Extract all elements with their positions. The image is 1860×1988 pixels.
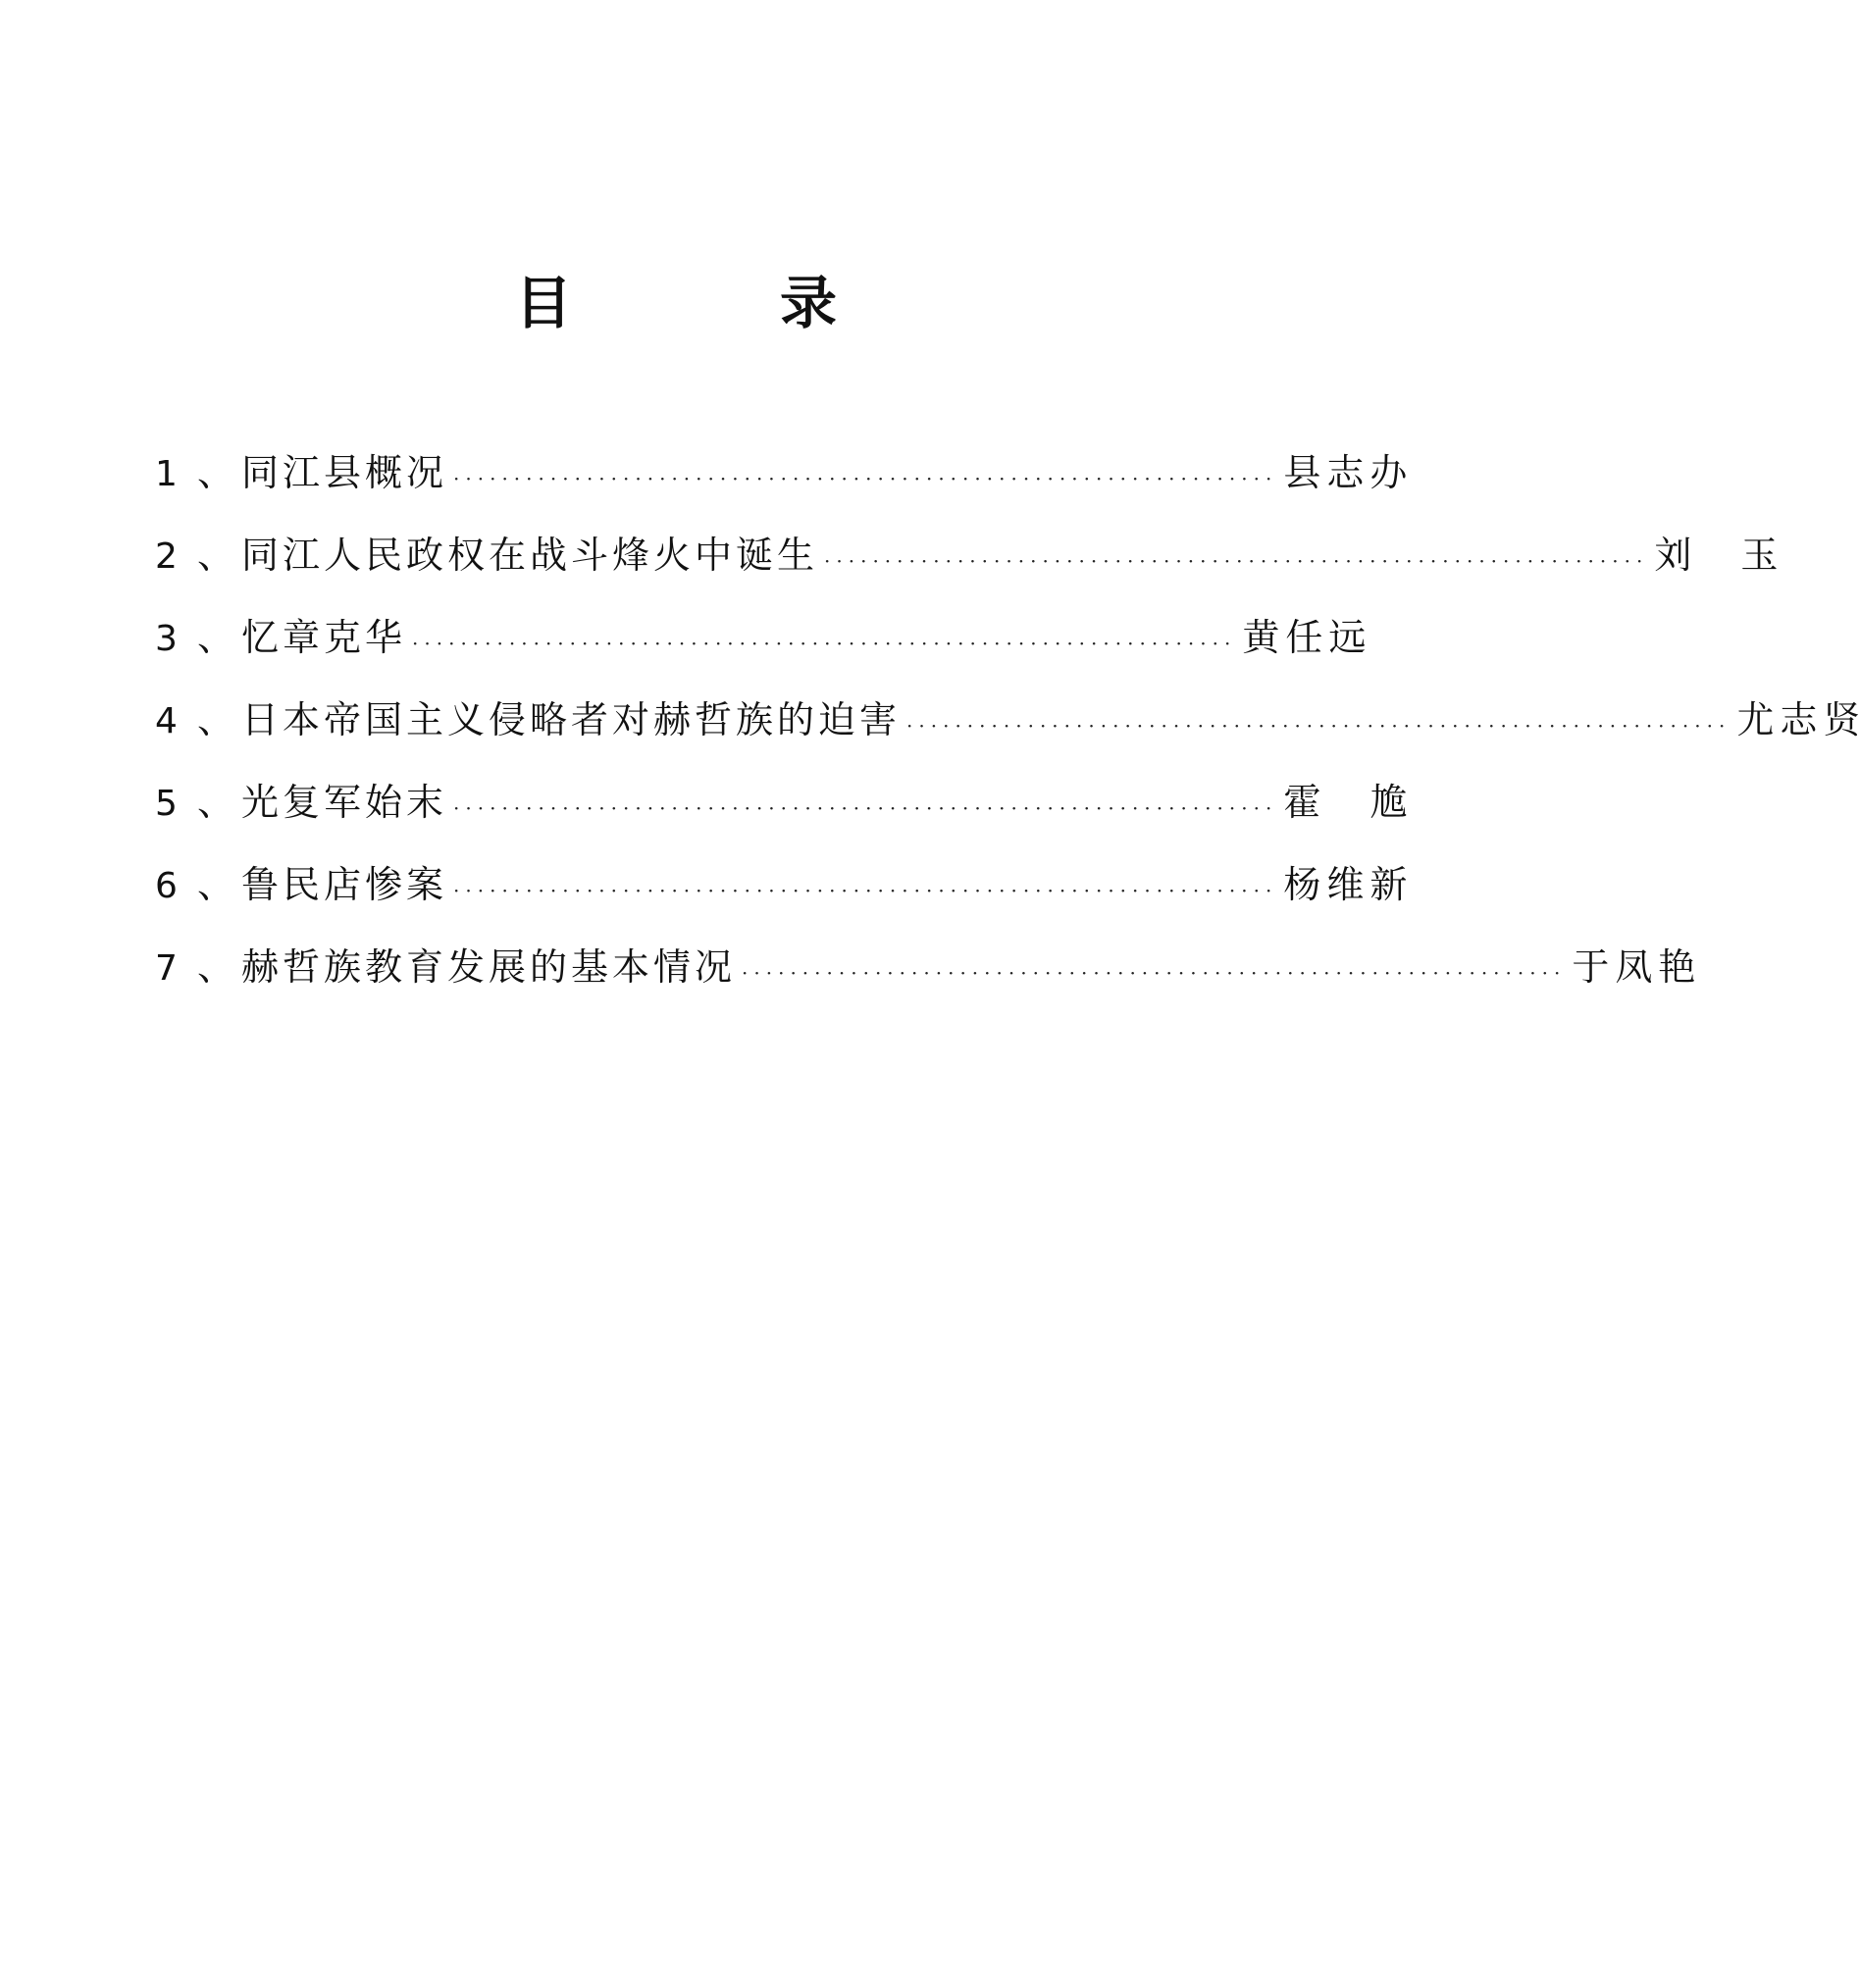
toc-entry-3[interactable] (155, 596, 1367, 679)
toc-entry-author: 霍 尯 (1283, 781, 1408, 824)
toc-entry-title: 忆章克华 (241, 616, 407, 659)
page-title-char-1: 目 (515, 270, 577, 336)
toc-entry-5[interactable] (155, 761, 1408, 843)
toc-entry-title: 同江县概况 (241, 451, 448, 494)
dot-leader: ···································································· (453, 879, 1278, 902)
toc-entry-author: 尤志贤 (1736, 698, 1860, 741)
dot-leader: ···································································· (824, 549, 1649, 573)
toc-entry-author: 黄任远 (1242, 616, 1367, 659)
toc-entry-6[interactable] (155, 843, 1408, 926)
toc-entry-separator: 、 (196, 534, 234, 577)
toc-entry-title: 同江人民政权在战斗烽火中诞生 (241, 534, 819, 577)
toc-entry-author: 县志办 (1283, 451, 1408, 494)
table-of-contents (155, 432, 1860, 1008)
toc-entry-separator: 、 (196, 698, 234, 741)
toc-entry-author: 于凤艳 (1572, 945, 1696, 989)
toc-entry-title: 鲁民店惨案 (241, 863, 448, 906)
toc-entry-number: 3 (155, 619, 178, 659)
dot-leader: ···································································· (742, 961, 1567, 985)
page-title-char-2: 录 (780, 270, 842, 336)
dot-leader: ···································································· (453, 467, 1278, 490)
toc-entry-2[interactable] (155, 514, 1779, 596)
toc-entry-4[interactable] (155, 679, 1860, 761)
toc-entry-title: 光复军始末 (241, 781, 448, 824)
toc-entry-separator: 、 (196, 945, 234, 989)
toc-entry-number: 7 (155, 948, 178, 989)
dot-leader: ···································································· (412, 632, 1237, 655)
toc-entry-author: 刘 玉 (1654, 534, 1779, 577)
toc-entry-number: 1 (155, 454, 178, 494)
toc-entry-separator: 、 (196, 863, 234, 906)
toc-entry-separator: 、 (196, 616, 234, 659)
dot-leader: ···································································· (453, 796, 1278, 820)
toc-entry-number: 4 (155, 701, 178, 741)
toc-entry-separator: 、 (196, 451, 234, 494)
toc-entry-7[interactable] (155, 926, 1696, 1008)
toc-entry-author: 杨维新 (1283, 863, 1408, 906)
toc-entry-number: 6 (155, 866, 178, 906)
toc-entry-separator: 、 (196, 781, 234, 824)
toc-entry-title: 日本帝国主义侵略者对赫哲族的迫害 (241, 698, 902, 741)
toc-entry-title: 赫哲族教育发展的基本情况 (241, 945, 737, 989)
dot-leader: ···································································· (906, 714, 1731, 738)
toc-entry-number: 5 (155, 784, 178, 824)
toc-entry-1[interactable] (155, 432, 1408, 514)
toc-entry-number: 2 (155, 536, 178, 577)
